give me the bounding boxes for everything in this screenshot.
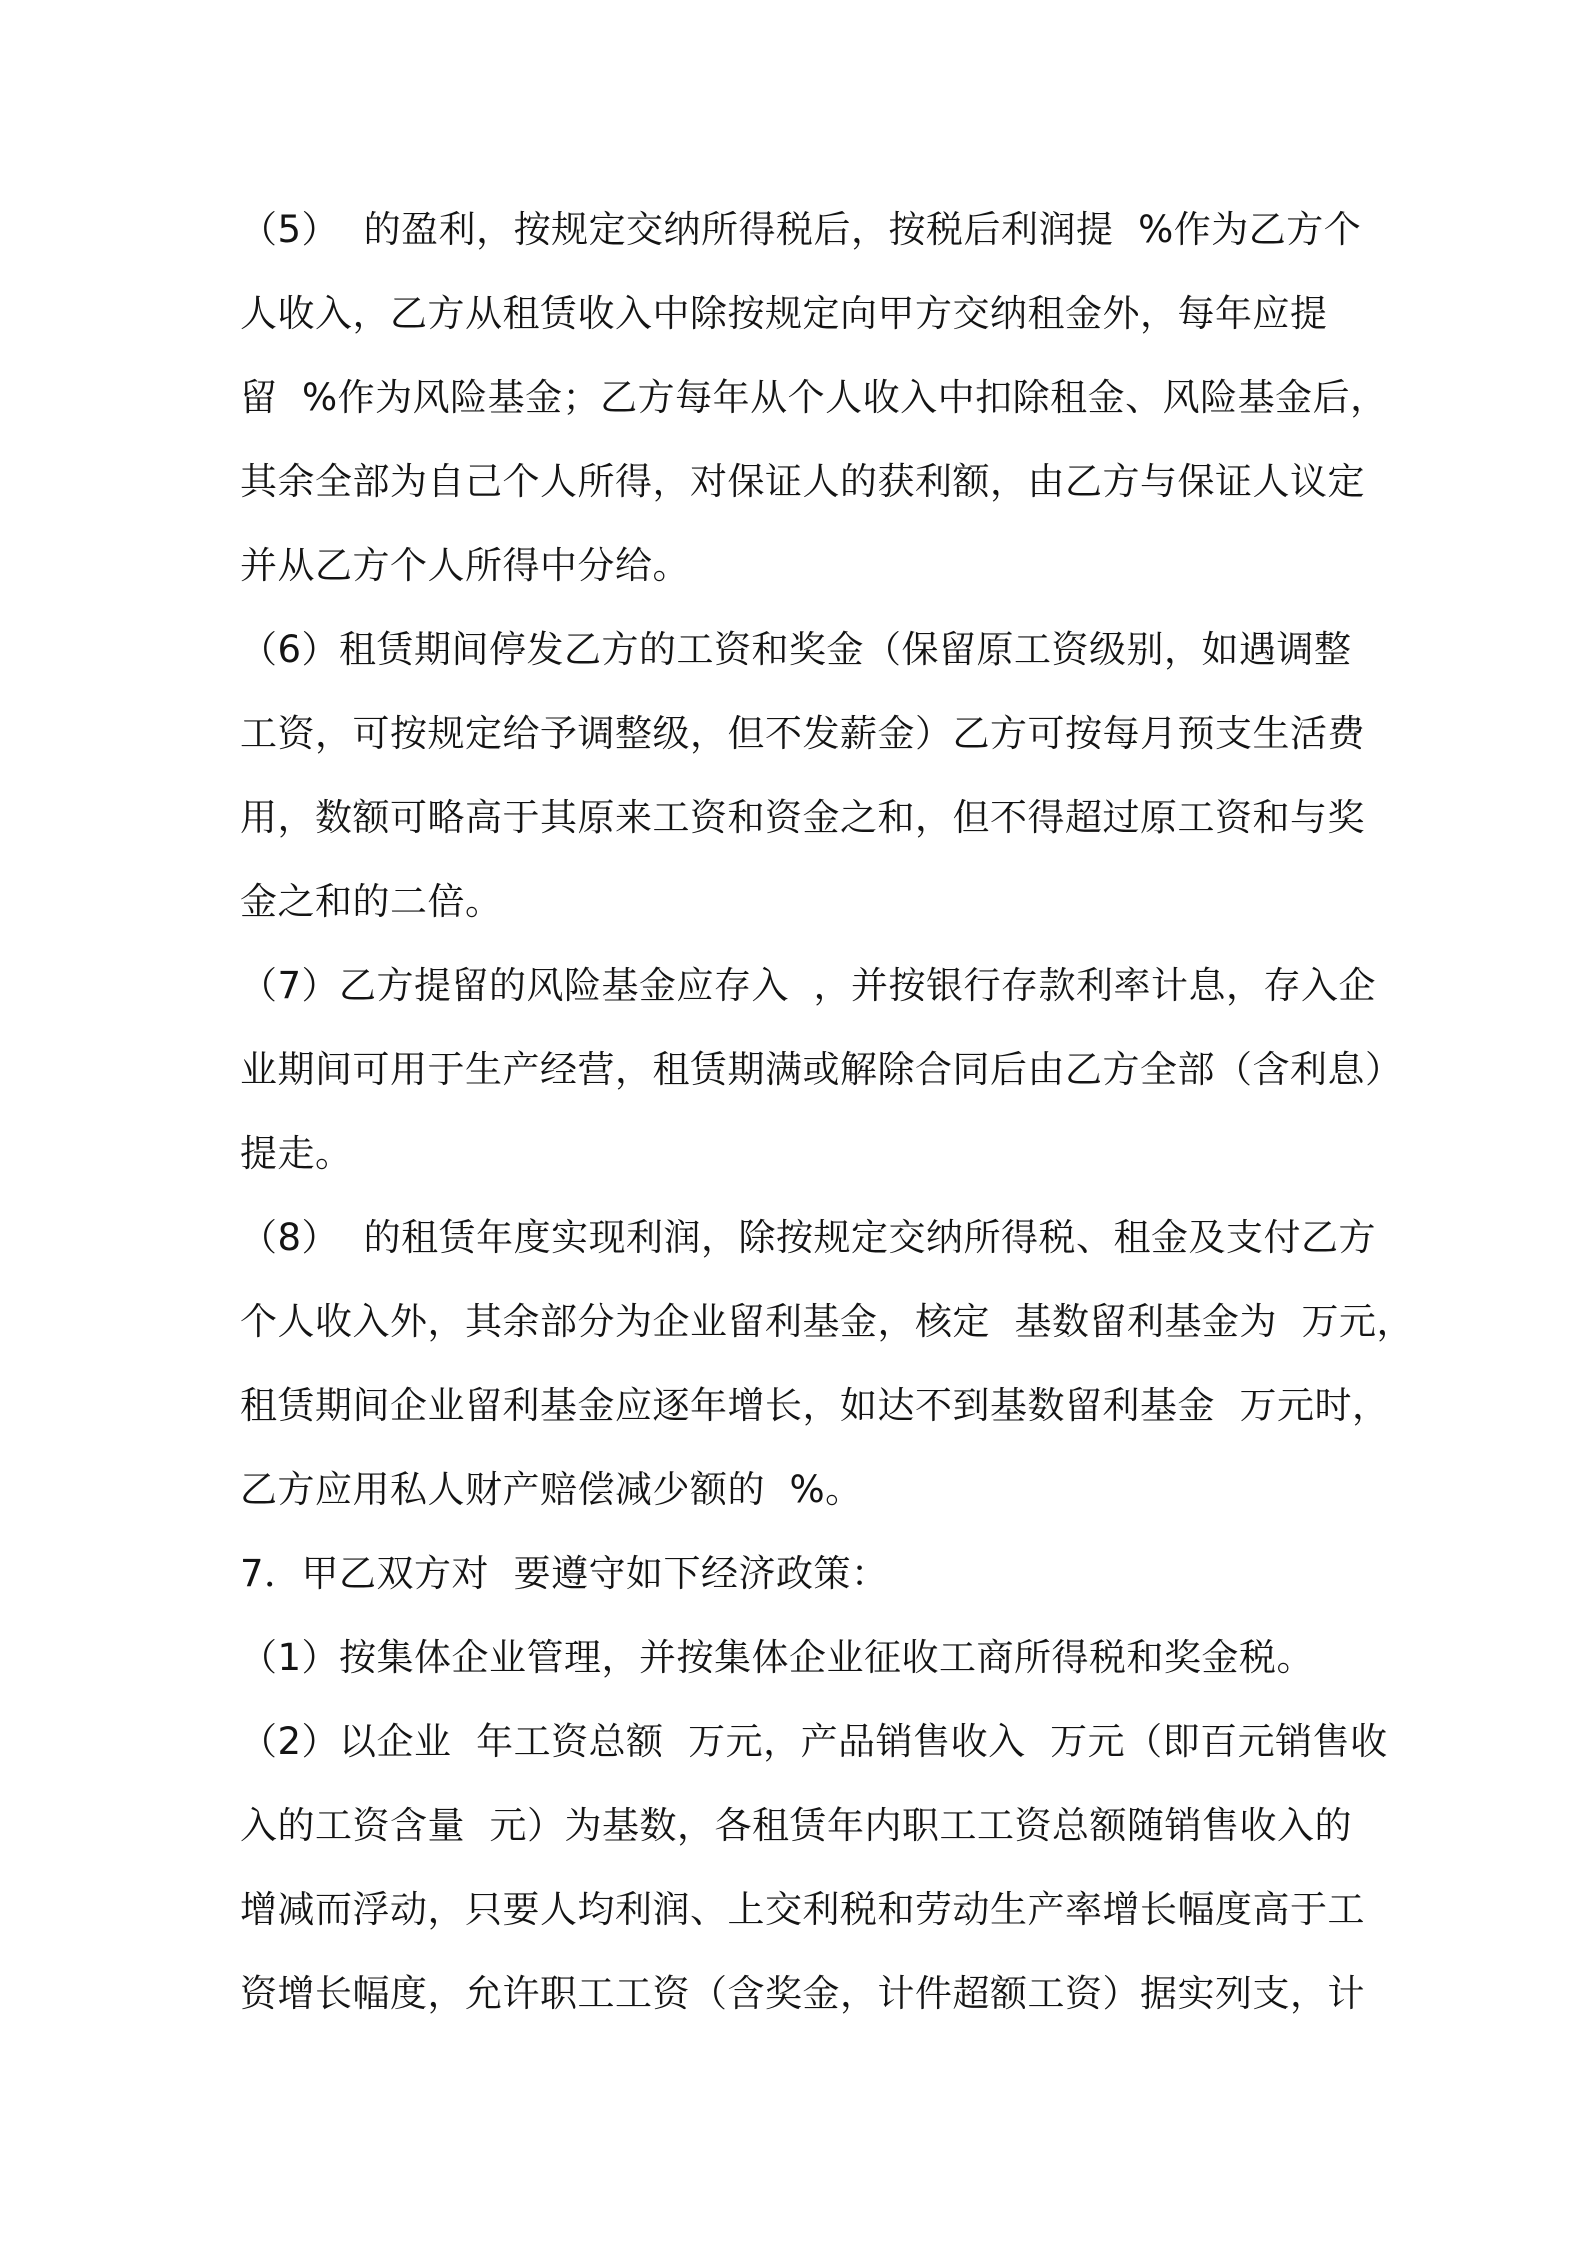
text-line: 工资，可按规定给予调整级，但不发薪金）乙方可按每月预支生活费 <box>240 712 1365 755</box>
text-line: 业期间可用于生产经营，租赁期满或解除合同后由乙方全部（含利息） <box>240 1048 1403 1091</box>
text-line: 乙方应用私人财产赔偿减少额的 %。 <box>240 1468 863 1511</box>
text-line: （8） 的租赁年度实现利润，除按规定交纳所得税、租金及支付乙方 <box>240 1216 1377 1259</box>
text-line: 留 %作为风险基金；乙方每年从个人收入中扣除租金、风险基金后， <box>240 376 1388 419</box>
text-line: （6）租赁期间停发乙方的工资和奖金（保留原工资级别，如遇调整 <box>240 628 1352 671</box>
text-line: 提走。 <box>240 1132 353 1175</box>
text-line: 资增长幅度，允许职工工资（含奖金，计件超额工资）据实列支，计 <box>240 1972 1365 2015</box>
text-line: 个人收入外，其余部分为企业留利基金，核定 基数留利基金为 万元， <box>240 1300 1415 1343</box>
text-line: 并从乙方个人所得中分给。 <box>240 544 690 587</box>
text-line: 增减而浮动，只要人均利润、上交利税和劳动生产率增长幅度高于工 <box>240 1888 1365 1931</box>
text-line: （5） 的盈利，按规定交纳所得税后，按税后利润提 %作为乙方个 <box>240 208 1362 251</box>
text-line: 金之和的二倍。 <box>240 880 503 923</box>
text-line: 入的工资含量 元）为基数，各租赁年内职工工资总额随销售收入的 <box>240 1804 1353 1847</box>
text-line: （1）按集体企业管理，并按集体企业征收工商所得税和奖金税。 <box>240 1636 1315 1679</box>
text-line: 其余全部为自己个人所得，对保证人的获利额，由乙方与保证人议定 <box>240 460 1365 503</box>
text-line: 租赁期间企业留利基金应逐年增长，如达不到基数留利基金 万元时， <box>240 1384 1390 1427</box>
text-line: 用，数额可略高于其原来工资和资金之和，但不得超过原工资和与奖 <box>240 796 1365 839</box>
text-line: （2）以企业 年工资总额 万元，产品销售收入 万元（即百元销售收 <box>240 1720 1388 1763</box>
text-line: 人收入，乙方从租赁收入中除按规定向甲方交纳租金外，每年应提 <box>240 292 1328 335</box>
text-line: （7）乙方提留的风险基金应存入 ，并按银行存款利率计息，存入企 <box>240 964 1377 1007</box>
text-line: 7．甲乙双方对 要遵守如下经济政策： <box>240 1552 889 1595</box>
